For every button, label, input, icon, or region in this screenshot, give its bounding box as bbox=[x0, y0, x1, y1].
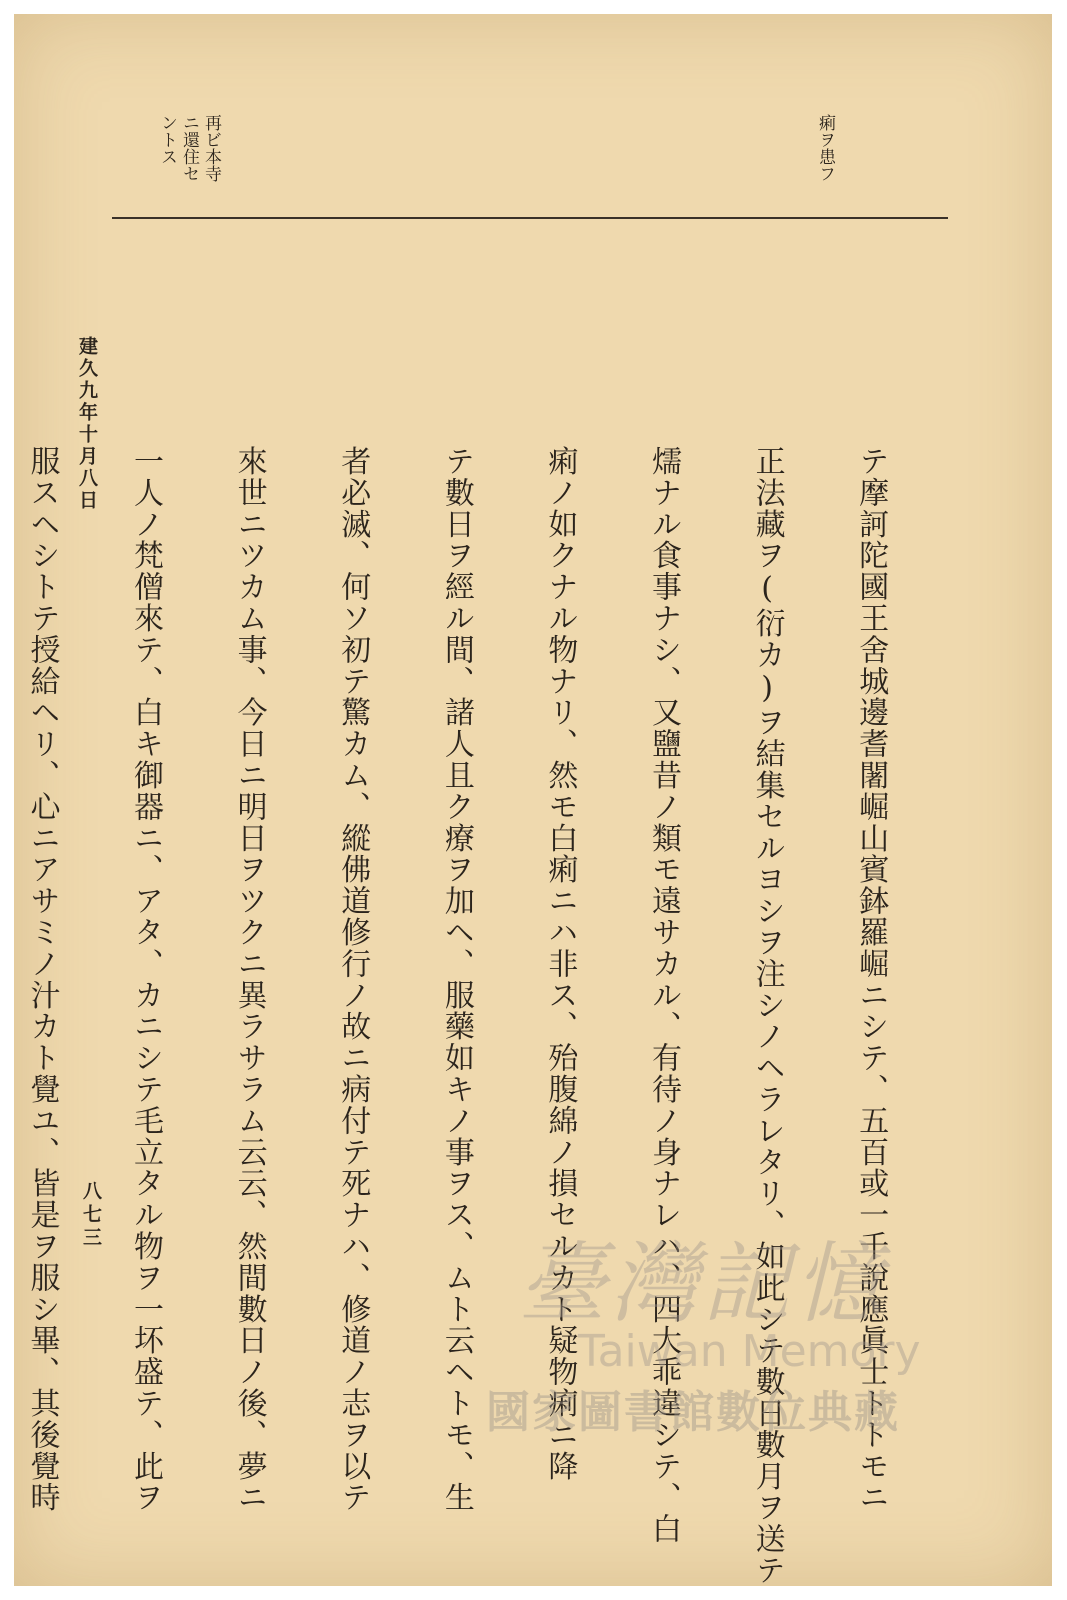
page-number: 八七三 bbox=[80, 1181, 102, 1250]
headnote-right: 痢ヲ患フ bbox=[815, 114, 835, 182]
date-line: 建久九年十月八日 bbox=[76, 336, 98, 512]
text-column-3: 燸ナル食事ナシ、又鹽昔ノ類モ遠サカル、有待ノ身ナレハ、四大乖違シテ、白 bbox=[646, 445, 682, 1545]
text-column-7: 來世ニツカム事、今日ニ明日ヲツクニ異ラサラム云云、然間數日ノ後、夢ニ bbox=[231, 445, 267, 1514]
text-column-8: 一人ノ梵僧來テ、白キ御器ニ、アタ、カニシテ毛立タル物ヲ一坏盛テ、此ヲ bbox=[128, 445, 164, 1514]
document-page bbox=[14, 14, 1052, 1586]
text-column-4: 痢ノ如クナル物ナリ、然モ白痢ニハ非ス、殆腹綿ノ損セルカト疑物痢ニ降 bbox=[542, 445, 578, 1482]
watermark-title: 臺灣記憶 bbox=[518, 1232, 887, 1335]
text-column-9: 服スヘシトテ授給ヘリ、心ニアサミノ汁カト覺ユ、皆是ヲ服シ畢、其後覺時 bbox=[24, 445, 60, 1514]
watermark-institution: 國家圖書館數位典藏 bbox=[486, 1387, 900, 1438]
text-column-1: テ摩訶陀國王舍城邊耆闍崛山賓鉢羅崛ニシテ、五百或一千說應眞士トトモニ bbox=[853, 445, 889, 1514]
header-rule bbox=[112, 217, 948, 219]
watermark-subtitle: Taiwan Memory bbox=[578, 1326, 921, 1377]
headnote-left: 再ビ本寺 ニ還住セ ントス bbox=[157, 114, 221, 182]
text-column-2: 正法藏ヲ(衍カ)ヲ結集セルヨシヲ注シノヘラレタリ、如此シテ數日數月ヲ送テ bbox=[749, 445, 785, 1586]
text-column-6: 者必滅、何ソ初テ驚カム、縱佛道修行ノ故ニ病付テ死ナハ、修道ノ志ヲ以テ bbox=[335, 445, 371, 1514]
text-column-5: テ數日ヲ經ル間、諸人且ク療ヲ加ヘ、服藥如キノ事ヲス、ムト云ヘトモ、生 bbox=[438, 445, 474, 1514]
